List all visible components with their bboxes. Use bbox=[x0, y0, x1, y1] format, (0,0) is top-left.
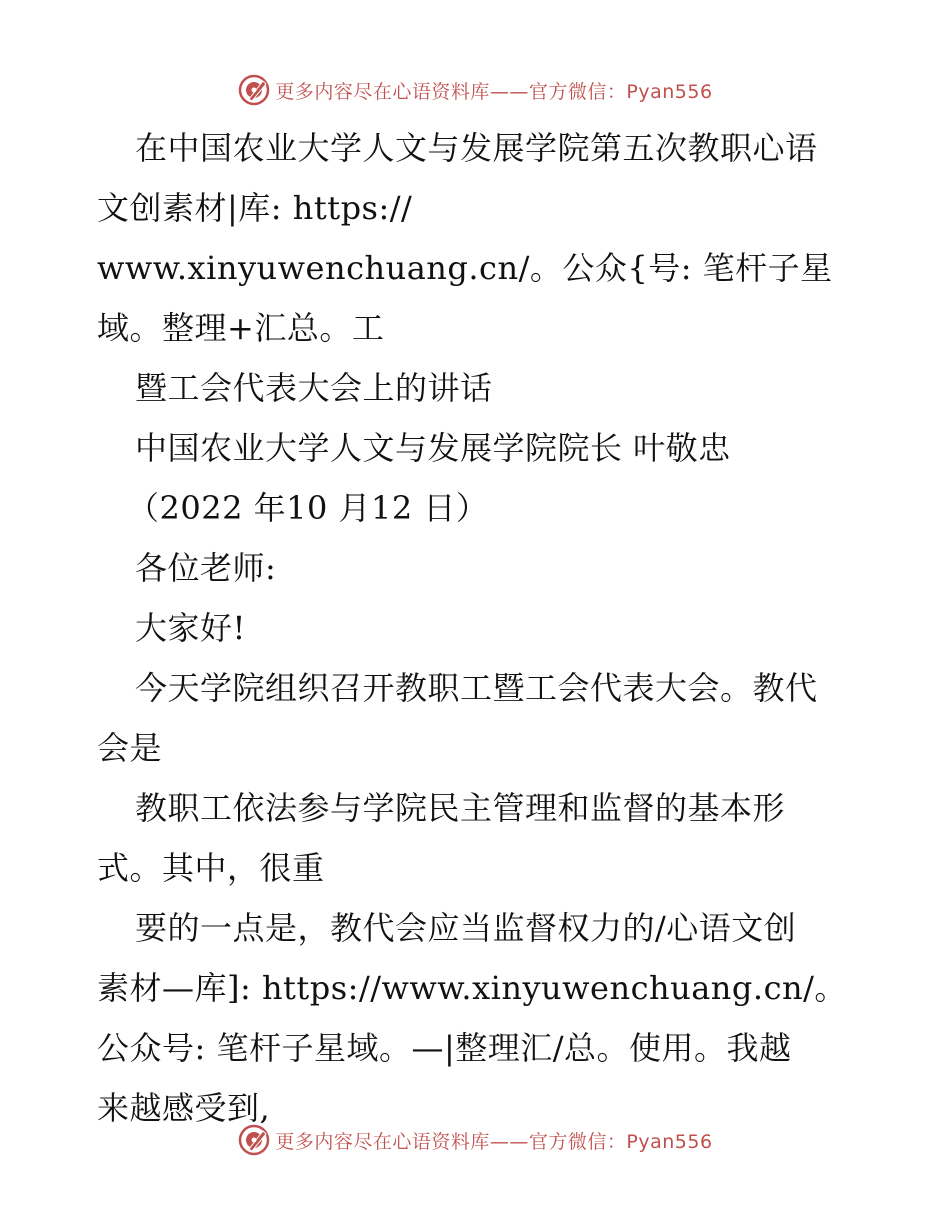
watermark-banner-bottom bbox=[0, 1120, 950, 1160]
paragraph-line: 素材—库]: https://www.xinyuwenchuang.cn/。 bbox=[97, 969, 847, 1007]
paragraph-line: 教职工依法参与学院民主管理和监督的基本形 bbox=[135, 789, 786, 827]
paragraph-line: 会是 bbox=[97, 729, 163, 767]
title-line-1: 在中国农业大学人文与发展学院第五次教职心语 bbox=[135, 129, 818, 167]
title-line-3: www.xinyuwenchuang.cn/。公众{号: 笔杆子星 bbox=[97, 249, 833, 287]
title-line-5: 暨工会代表大会上的讲话 bbox=[135, 369, 493, 407]
document-body bbox=[97, 118, 857, 1138]
title-line-4: 域。整理+汇总。工 bbox=[97, 309, 385, 347]
watermark-text: 更多内容尽在心语资料库——官方微信：Pyan556 bbox=[275, 80, 713, 103]
paragraph-line: 要的一点是，教代会应当监督权力的/心语文创 bbox=[135, 909, 797, 947]
date-line: （2022 年10 月12 日） bbox=[127, 489, 489, 527]
author-line: 中国农业大学人文与发展学院院长 叶敬忠 bbox=[135, 429, 731, 467]
watermark-text: 更多内容尽在心语资料库——官方微信：Pyan556 bbox=[275, 1130, 713, 1153]
paragraph-line: 今天学院组织召开教职工暨工会代表大会。教代 bbox=[135, 669, 818, 707]
paragraph-line: 公众号: 笔杆子星域。—|整理汇/总。使用。我越 bbox=[97, 1029, 792, 1067]
watermark-banner-top bbox=[0, 70, 950, 110]
title-line-2: 文创素材|库: https:// bbox=[97, 189, 413, 227]
greeting-line: 大家好! bbox=[135, 609, 246, 647]
pen-logo-icon bbox=[237, 73, 271, 107]
pen-logo-icon bbox=[237, 1123, 271, 1157]
salutation-line: 各位老师: bbox=[135, 549, 277, 587]
paragraph-line: 式。其中，很重 bbox=[97, 849, 325, 887]
paragraph-line: 来越感受到, bbox=[97, 1089, 271, 1127]
